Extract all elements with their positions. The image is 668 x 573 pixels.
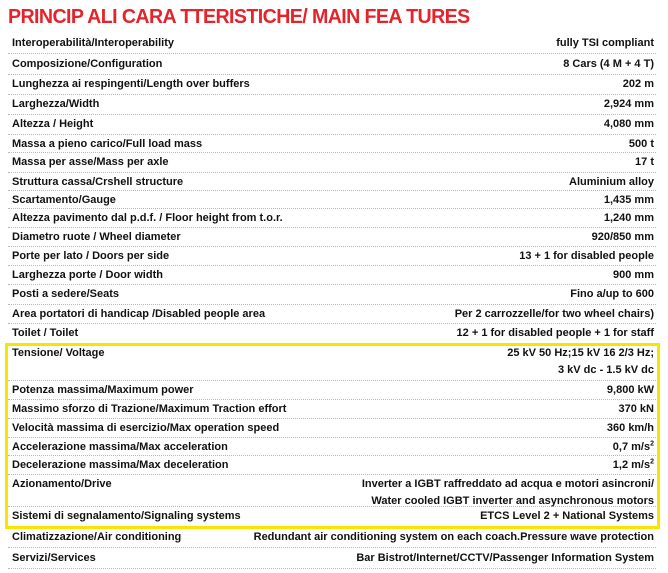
spec-value-line: 1,240 mm	[603, 212, 654, 224]
spec-value	[254, 529, 654, 546]
spec-row	[8, 229, 656, 247]
spec-value-line: Per 2 carrozzelle/for two wheel chairs)	[454, 308, 654, 320]
spec-value-line: 17 t	[635, 156, 654, 168]
spec-label: Struttura cassa/Crshell structure	[12, 176, 184, 188]
spec-label: Tensione/ Voltage	[12, 347, 105, 359]
spec-value-line: 9,800 kW	[606, 384, 654, 396]
spec-label: Accelerazione massima/Max acceleration	[12, 441, 228, 453]
spec-value	[635, 154, 654, 171]
spec-value	[604, 192, 654, 209]
spec-value	[455, 306, 654, 323]
spec-label: Interoperabilità/Interoperability	[12, 37, 174, 49]
spec-label: Servizi/Services	[12, 552, 96, 564]
spec-row	[8, 174, 656, 191]
spec-label: Larghezza porte / Door width	[12, 269, 163, 281]
spec-value-line: 12 + 1 for disabled people + 1 for staff	[456, 327, 654, 339]
spec-value-line: 0,7 $m/s^2$	[612, 440, 654, 453]
spec-value-line: 1,435 mm	[603, 194, 654, 206]
spec-row	[8, 116, 656, 135]
spec-value	[623, 76, 654, 93]
spec-value-line: 4,080 mm	[603, 118, 654, 130]
spec-label: Area portatori di handicap /Disabled people area	[12, 308, 266, 320]
spec-value-line: 2,924 mm	[603, 98, 654, 110]
spec-value	[570, 286, 654, 303]
spec-label: Scartamento/Gauge	[12, 194, 116, 206]
spec-row	[8, 325, 656, 344]
spec-value-line: 202 m	[622, 78, 654, 90]
spec-value-exponent: 2	[650, 440, 654, 448]
spec-value-line: 13 + 1 for disabled people	[519, 250, 654, 262]
spec-label: Altezza pavimento dal p.d.f. / Floor height from t.o.r.	[12, 212, 283, 224]
spec-value-line: Fino a/up to 600	[570, 288, 654, 300]
spec-label: Sistemi di segnalamento/Signaling systems	[12, 510, 241, 522]
spec-value	[563, 56, 654, 73]
spec-value-line: 370 kN	[618, 403, 654, 415]
spec-value	[613, 267, 654, 284]
spec-label: Toilet / Toilet	[12, 327, 79, 339]
spec-value-line: Redundant air conditioning system on each coach.Pressure wave protection	[253, 531, 654, 543]
spec-value-line: 3 kV dc - 1.5 kV dc	[558, 364, 654, 376]
spec-value	[604, 116, 654, 133]
spec-value-line: Water cooled IGBT inverter and asynchronous motors	[371, 495, 654, 507]
spec-row	[8, 306, 656, 324]
spec-row	[8, 286, 656, 305]
spec-label: Azionamento/Drive	[12, 478, 112, 490]
spec-value	[629, 136, 654, 153]
spec-label: Massimo sforzo di Trazione/Maximum Traction effort	[12, 403, 287, 415]
spec-value-line: Aluminium alloy	[569, 176, 654, 188]
spec-row	[8, 550, 656, 569]
spec-label: Lunghezza ai respingenti/Length over buffers	[12, 78, 250, 90]
spec-label: Diametro ruote / Wheel diameter	[12, 231, 181, 243]
spec-value	[519, 248, 654, 265]
spec-label: Massa a pieno carico/Full load mass	[12, 138, 203, 150]
spec-value	[604, 96, 654, 113]
spec-value-line: 920/850 mm	[591, 231, 654, 243]
spec-label: Potenza massima/Maximum power	[12, 384, 194, 396]
spec-row	[8, 136, 656, 153]
spec-label: Altezza / Height	[12, 118, 94, 130]
spec-row	[8, 529, 656, 548]
spec-value	[556, 35, 654, 52]
spec-value-line: 360 km/h	[606, 422, 654, 434]
spec-row	[8, 248, 656, 266]
spec-row	[8, 96, 656, 115]
spec-row	[8, 210, 656, 228]
spec-label: Massa per asse/Mass per axle	[12, 156, 169, 168]
spec-value-exponent: 2	[650, 458, 654, 466]
spec-value	[356, 550, 654, 567]
spec-row	[8, 35, 656, 54]
spec-row	[8, 76, 656, 95]
spec-label: Velocità massima di esercizio/Max operation speed	[12, 422, 280, 434]
spec-row	[8, 267, 656, 285]
spec-value	[592, 229, 654, 246]
spec-value-line: ETCS Level 2 + National Systems	[480, 510, 654, 522]
spec-label: Composizione/Configuration	[12, 58, 163, 70]
spec-value-line: 1,2 $m/s^2$	[612, 458, 654, 471]
highlight-box	[5, 343, 660, 529]
spec-label: Decelerazione massima/Max deceleration	[12, 459, 229, 471]
spec-label: Larghezza/Width	[12, 98, 100, 110]
spec-value-line: Inverter a IGBT raffreddato ad acqua e motori asincroni/	[361, 478, 654, 490]
spec-row	[8, 56, 656, 75]
spec-label: Climatizzazione/Air conditioning	[12, 531, 182, 543]
spec-label: Porte per lato / Doors per side	[12, 250, 170, 262]
spec-value	[569, 174, 654, 191]
spec-value-line: Bar Bistrot/Internet/CCTV/Passenger Information System	[356, 552, 654, 564]
spec-value	[457, 325, 654, 342]
spec-row	[8, 154, 656, 173]
spec-value	[604, 210, 654, 227]
spec-value-line: fully TSI compliant	[556, 37, 654, 49]
page-title: PRINCIP ALI CARA TTERISTICHE/ MAIN FEA TURES	[8, 6, 470, 28]
spec-value-line: 25 kV 50 Hz;15 kV 16 2/3 Hz;	[507, 347, 654, 359]
spec-value-line: 900 mm	[613, 269, 654, 281]
spec-label: Posti a sedere/Seats	[12, 288, 120, 300]
spec-row	[8, 192, 656, 209]
spec-value-line: 500 t	[628, 138, 654, 150]
spec-value-line: 8 Cars (4 M + 4 T)	[563, 58, 654, 70]
